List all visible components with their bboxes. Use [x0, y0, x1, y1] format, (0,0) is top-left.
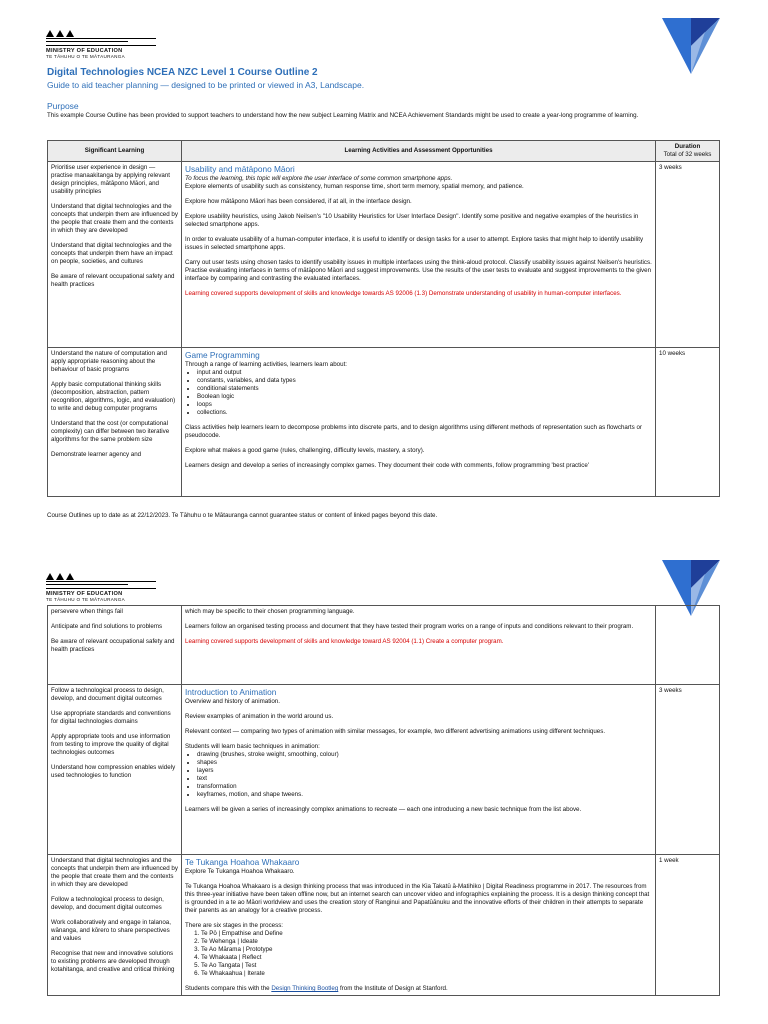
significant-learning-cell: Follow a technological process to design, develop, and document digital outcomes Use appropriate standards and conventions for digital technologies domains Apply appropriate tools and use information from testing to improve the quality of digital technologies outcomes Understand how compression enables widely used technologies to function: [48, 685, 182, 855]
course-outline-table: [47, 140, 720, 497]
list-item: 2. Te Wehenga | Ideate: [201, 938, 652, 946]
list-item: • text: [197, 775, 652, 783]
stages-list: [201, 930, 652, 978]
duration-cell: 1 week: [656, 855, 720, 996]
activities-cell: which may be specific to their chosen programming language. Learners follow an organised testing process and document that they have tested their program works on a range of inputs and conditions relevant to their program. Learning covered supports development of skills and knowledge toward AS 92004 (1.1) Create a computer program.: [182, 606, 656, 685]
header-significant-learning: Significant Learning: [48, 141, 182, 162]
duration-cell: [656, 606, 720, 685]
significant-learning-cell: Understand that digital technologies and the concepts that underpin them are influenced by the people that create them and the contexts in which they are developed Follow a technological process to design, develop, and document digital outcomes Work collaboratively and engage in talanoa, wānanga, and kōrero to share perspectives and values Recognise that new and innovative solutions to existing problems are developed through kotahitanga, and creative and critical thinking: [48, 855, 182, 996]
activities-cell: Te Tukanga Hoahoa Whakaaro Explore Te Tukanga Hoahoa Whakaaro. Te Tukanga Hoahoa Whakaaro is a design thinking process that was introduced in the Kia Takatū ā-Matihiko | Digital Readiness programme in 2017. The resources from this three-year initiative have been taken offline now, but an internet search can uncover video and infographics explaining the process. It is a design thinking concept that is grounded in a te ao Māori worldview and uses the creation story of Ranginui and Papatūānuku and the innovative efforts of their children in their attempts to separate their parents as an analogy for a creative process. There are six stages in the process: 1. Te Pō | Empathise and Define 2. Te Wehenga | Ideate 3. Te Ao Mārama | Prototype 4. Te Whakaata | Reflect 5. Te Ao Tangata | Test 6. Te Whakaahua | Iterate Students compare this with the Design Thinking Bootleg from the Institute of Design at Stanford.: [182, 855, 656, 996]
duration-cell: 10 weeks: [656, 348, 720, 497]
list-item: • layers: [197, 767, 652, 775]
ministry-logo: [46, 573, 156, 602]
list-item: 5. Te Ao Tangata | Test: [201, 962, 652, 970]
list-item: • collections.: [197, 409, 652, 417]
triangle-logo-icon: [662, 18, 720, 74]
list-item: 6. Te Whakaahua | Iterate: [201, 970, 652, 978]
list-item: 4. Te Whakaata | Reflect: [201, 954, 652, 962]
logo-line-2: TE TĀHUHU O TE MĀTAURANGA: [46, 54, 125, 59]
table-row: [48, 855, 720, 996]
list-item: • conditional statements: [197, 385, 652, 393]
list-item: • drawing (brushes, stroke weight, smoothing, colour): [197, 751, 652, 759]
topic-heading: Introduction to Animation: [185, 687, 277, 697]
assessment-note: Learning covered supports development of skills and knowledge towards AS 92006 (1.3) Demonstrate understanding of usability in human-computer interfaces.: [185, 290, 622, 297]
list-item: • transformation: [197, 783, 652, 791]
list-item: • constants, variables, and data types: [197, 377, 652, 385]
significant-learning-cell: Understand the nature of computation and apply appropriate reasoning about the behaviour of basic programs Apply basic computational thinking skills (decomposition, abstraction, pattern recognition, algorithms, logic, and evaluation) to write and debug computer programs Understand that the cost (or computational complexity) can differ between two iterative algorithms for the same problem size Demonstrate learner agency and: [48, 348, 182, 497]
table-row: [48, 606, 720, 685]
page-title: Digital Technologies NCEA NZC Level 1 Course Outline 2: [47, 67, 318, 78]
list-item: • shapes: [197, 759, 652, 767]
list-item: 1. Te Pō | Empathise and Define: [201, 930, 652, 938]
logo-line-1: MINISTRY OF EDUCATION: [46, 48, 123, 54]
purpose-heading: Purpose: [47, 101, 79, 111]
footer-note: Course Outlines up to date as at 22/12/2023. Te Tāhuhu o te Mātauranga cannot guarantee status or content of linked pages beyond this date.: [47, 512, 438, 519]
activities-cell: Usability and mātāpono Māori To focus the learning, this topic will explore the user interface of some common smartphone apps. Explore elements of usability such as consistency, human response time, short term memory, spatial memory, and patience. Explore how mātāpono Māori has been considered, if at all, in the interface design. Explore usability heuristics, using Jakob Neilsen's "10 Usability Heuristics for User Interface Design". Identify some positive and negative examples of the heuristics in selected smartphone apps. In order to evaluate usability of a human-computer interface, it is useful to identify or design tasks for a user to attempt. Explore tasks that might help to identify usability issues in selected smartphone apps. Carry out user tests using chosen tasks to identify usability issues in multiple interfaces using the think-aloud protocol. Classify usability issues against Neilsen's heuristics. Practise evaluating interfaces in terms of mātāpono Māori and suggest improvements. Use the results of the user tests to evaluate and suggest improvements to the given interface by comparing and contrasting the evaluated interfaces. Learning covered supports development of skills and knowledge towards AS 92006 (1.3) Demonstrate understanding of usability in human-computer interfaces.: [182, 162, 656, 348]
list-item: • keyframes, motion, and shape tweens.: [197, 791, 652, 799]
topic-list: [197, 369, 652, 417]
logo-mark-icon: [46, 573, 156, 580]
activities-cell: Introduction to Animation Overview and history of animation. Review examples of animation in the world around us. Relevant context — comparing two types of animation with similar messages, for example, two different advertising animations using different techniques. Students will learn basic techniques in animation: • drawing (brushes, stroke weight, smoothing, colour) • shapes • layers • text • transformation • keyframes, motion, and shape tweens. Learners will be given a series of increasingly complex animations to recreate — each one introducing a new basic technique from the list above.: [182, 685, 656, 855]
list-item: • input and output: [197, 369, 652, 377]
topic-heading: Usability and mātāpono Māori: [185, 164, 295, 174]
table-header-row: [48, 141, 720, 162]
ministry-logo: [46, 30, 156, 59]
duration-cell: 3 weeks: [656, 685, 720, 855]
significant-learning-cell: Prioritise user experience in design — practise manaakitanga by applying relevant design principles, mātāpono Māori, and usability principles Understand that digital technologies and the concepts that underpin them are influenced by the people that create them and the contexts in which they are developed Understand that digital technologies and the concepts that underpin them have an impact on people, societies, and cultures Be aware of relevant occupational safety and health practices: [48, 162, 182, 348]
table-row: [48, 162, 720, 348]
table-row: [48, 685, 720, 855]
activities-cell: Game Programming Through a range of learning activities, learners learn about: • input and output • constants, variables, and data types • conditional statements • Boolean logic • loops • collections. Class activities help learners learn to decompose problems into discrete parts, and to design algorithms using different methods of representation such as flowcharts or pseudocode. Explore what makes a good game (rules, challenging, difficulty levels, mastery, a story). Learners design and develop a series of increasingly complex games. They document their code with comments, follow programming 'best practice': [182, 348, 656, 497]
design-thinking-bootleg-link[interactable]: Design Thinking Bootleg: [271, 985, 339, 992]
page-separator: [0, 540, 768, 555]
topic-list: [197, 751, 652, 799]
duration-total: Total of 32 weeks: [663, 151, 712, 158]
topic-heading: Game Programming: [185, 350, 260, 360]
header-activities: Learning Activities and Assessment Opportunities: [182, 141, 656, 162]
logo-line-2: TE TĀHUHU O TE MĀTAURANGA: [46, 597, 125, 602]
purpose-text: This example Course Outline has been provided to support teachers to understand how the new subject Learning Matrix and NCEA Achievement Standards might be used to create a year-long programme of learning.: [47, 112, 639, 119]
header-duration: Duration Total of 32 weeks: [656, 141, 720, 162]
logo-line-1: MINISTRY OF EDUCATION: [46, 591, 123, 597]
logo-mark-icon: [46, 30, 156, 37]
list-item: • loops: [197, 401, 652, 409]
assessment-note: Learning covered supports development of skills and knowledge toward AS 92004 (1.1) Create a computer program.: [185, 638, 504, 645]
topic-heading: Te Tukanga Hoahoa Whakaaro: [185, 857, 300, 867]
page-subtitle: Guide to aid teacher planning — designed to be printed or viewed in A3, Landscape.: [47, 80, 365, 90]
course-outline-table-continued: [47, 605, 720, 996]
list-item: 3. Te Ao Mārama | Prototype: [201, 946, 652, 954]
duration-cell: 3 weeks: [656, 162, 720, 348]
list-item: • Boolean logic: [197, 393, 652, 401]
table-row: [48, 348, 720, 497]
significant-learning-cell: persevere when things fail Anticipate and find solutions to problems Be aware of relevant occupational safety and health practices: [48, 606, 182, 685]
